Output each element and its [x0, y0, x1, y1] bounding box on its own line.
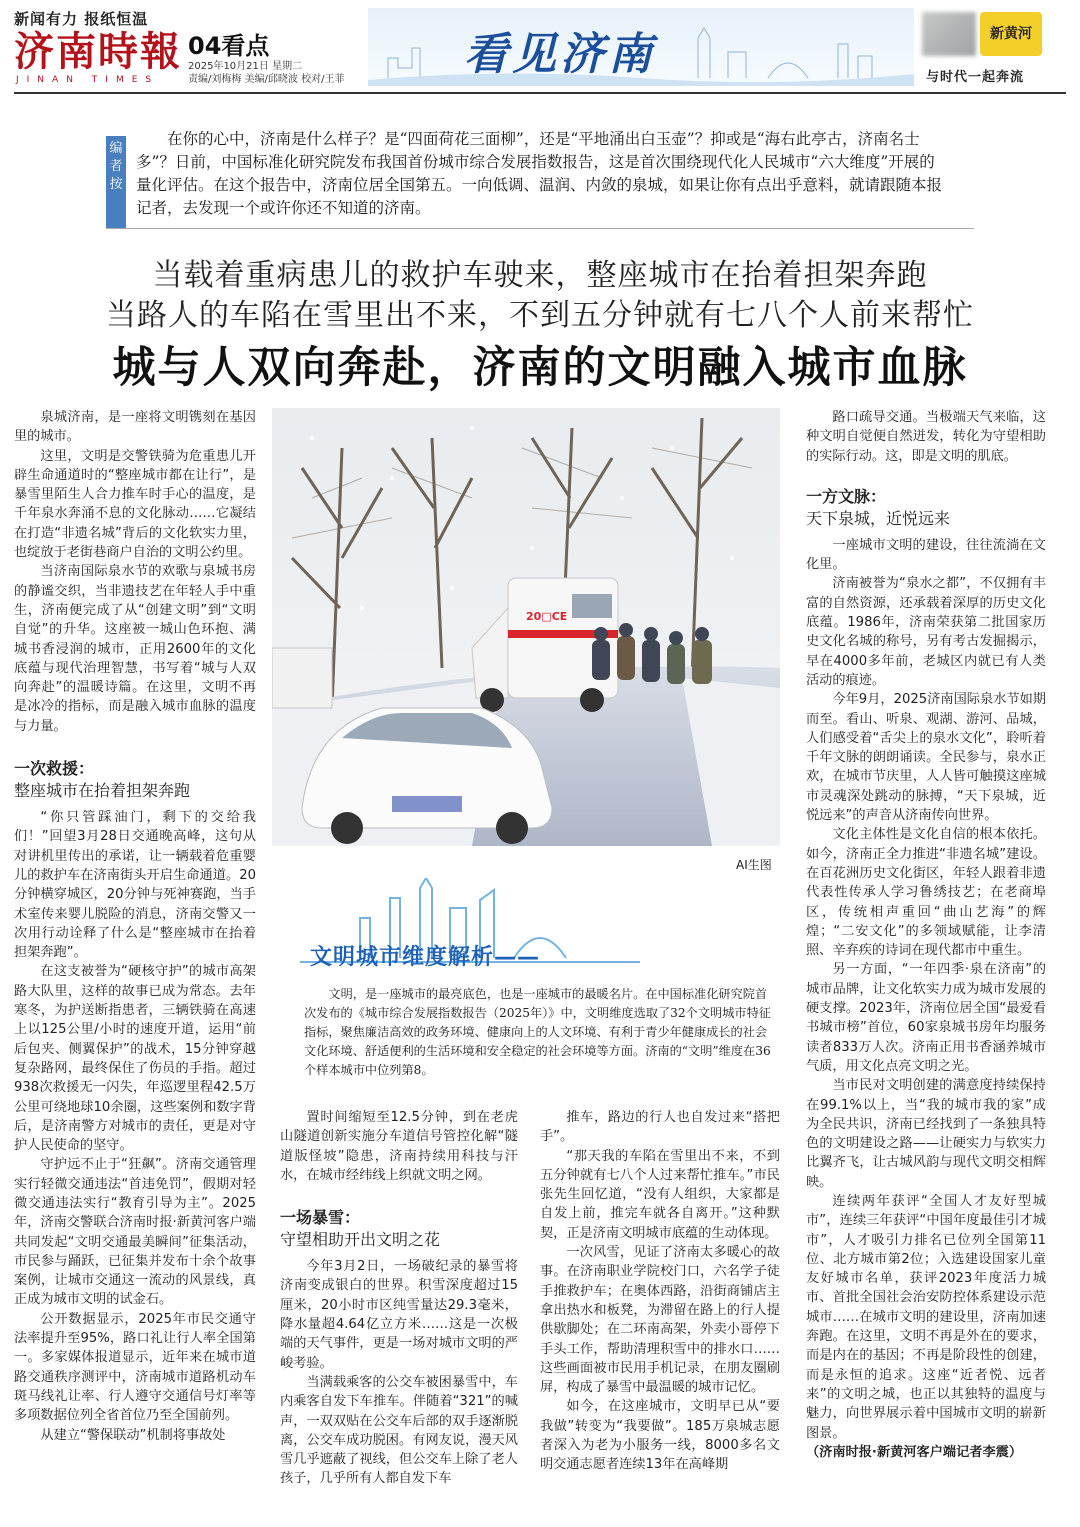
masthead: [0, 0, 1080, 92]
reporter-credit: （济南时报·新黄河客户端记者李震）: [806, 1444, 1023, 1460]
section-banner-title: 看见济南: [464, 29, 656, 80]
dimension-analysis-body: 文明，是一座城市的最亮底色，也是一座城市的最暖名片。在中国标准化研究院首次发布的《城市综合发展指数报告（2025年）》中，文明维度选取了32个文明城市特征指标，聚焦廉洁高效的政务环境、健康向上的人文环境、有利于青少年健康成长的社会文化环境、舒适便利的生活环境和安全稳定的社会环境等方面。济南的“文明”维度在36个样本城市中位列第8。: [304, 987, 771, 1077]
section-heading-rescue: 一次救援：: [14, 759, 95, 779]
section-banner: [368, 8, 914, 86]
section-heading-culture: 一方文脉：: [806, 486, 887, 506]
issue-editors: 责编/刘梅梅 美编/邱晓波 校对/王菲: [188, 74, 345, 85]
paragraph: 公开数据显示，2025年市民交通守法率提升至95%，路口礼让行人率全国第一。多家媒体报道显示，近年来在城市道路交通秩序测评中，济南城市道路机动车斑马线礼让率、行人遵守交通信号灯率等多项数据位列全省首位乃至全国前列。: [14, 1311, 256, 1424]
article-column-1: [14, 408, 256, 1445]
paragraph: 泉城济南，是一座将文明镌刻在基因里的城市。: [14, 410, 256, 445]
image-credit: AI生图: [736, 858, 772, 872]
newspaper-slogan: 新闻有力 报纸恒温: [14, 10, 149, 28]
paragraph: 今年9月，2025济南国际泉水节如期而至。看山、听泉、观湖、游河、品城，人们感受着“舌尖上的泉水文化”，聆听着千年文脉的朗朗诵读。全民参与，泉水正欢，在城市节庆里，人人皆可触摸这座城市灵魂深处跳动的脉搏，“天下泉城，近悦远来”的声音从济南传向世界。: [806, 692, 1046, 824]
subheadline-1: 当载着重病患儿的救护车驶来，整座城市在抬着担架奔跑: [152, 258, 928, 293]
section-subheading-snowstorm: 守望相助开出文明之花: [280, 1230, 441, 1250]
paragraph: “你只管踩油门，剩下的交给我们！”回望3月28日交通晚高峰，这句从对讲机里传出的承诺，让一辆载着危重婴儿的救护车在济南街头开启生命通道。20分钟横穿城区，20分钟与死神赛跑，当手术室传来婴儿脱险的消息，济南交警又一次用行动诠释了什么是“整座城市在抬着担架奔跑”。: [14, 810, 256, 961]
paragraph: 今年3月2日，一场破纪录的暴雪将济南变成银白的世界。积雪深度超过15厘米，20小时市区纯雪量达29.3毫米，降水量超4.64亿立方米……这是一次极端的天气事件，更是一场对城市文明的严峻考验。: [280, 1259, 518, 1371]
masthead-rule: [14, 92, 1066, 94]
blurred-logo: [922, 12, 976, 56]
paragraph: 一次风雪，见证了济南太多暖心的故事。在济南职业学院校门口，六名学子徒手推救护车；在奥体西路，沿街商铺店主拿出热水和板凳，为滞留在路上的行人提供歇脚处；在二环南高架，外卖小哥停下手头工作，帮助清理积雪中的排水口……这些画面被市民用手机记录，在朋友圈刷屏，构成了暴雪中最温暖的城市记忆。: [540, 1245, 780, 1396]
dimension-analysis-title: 文明城市维度解析——: [310, 945, 541, 970]
paragraph: 在这支被誉为“硬核守护”的城市高架路大队里，这样的故事已成为常态。去年寒冬，为护送断指患者，三辆铁骑在高速上以125公里/小时的速度开道，运用“前后包夹、侧翼保护”的战术，15分钟穿越复杂路网，最终保住了伤员的手指。超过938次救援无一闪失，年巡逻里程42.5万公里可绕地球10余圈，这些案例和数字背后，是济南警方对城市的责任，更是对守护人民使命的坚守。: [14, 964, 256, 1154]
paragraph: 连续两年获评“全国人才友好型城市”，连续三年获评“中国年度最佳引才城市”，人才吸引力排名已位列全国第11位、北方城市第2位；入选建设国家儿童友好城市名单，获评2023年度活力城市、首批全国社会治安防控体系建设示范城市……在城市文明的建设里，济南加速奔跑。在这里，文明不再是外在的要求，而是内在的基因；不再是阶段性的创建，而是永恒的追求。这座“近者悦、远者来”的文明之城，也正以其独特的温度与魅力，向世界展示着中国城市文明的崭新图景。: [806, 1193, 1046, 1441]
paragraph: “那天我的车陷在雪里出不来，不到五分钟就有七八个人过来帮忙推车。”市民张先生回忆道，“没有人组织，大家都是自发上前，推完车就各自离开。”这种默契，正是济南文明城市底蕴的生动体现。: [540, 1148, 780, 1241]
paragraph: 一座城市文明的建设，往往流淌在文化里。: [806, 537, 1046, 573]
hero-illustration: [272, 408, 780, 846]
subheadline-2: 当路人的车陷在雪里出不来，不到五分钟就有七八个人前来帮忙: [106, 298, 974, 333]
page-number: 04看点: [188, 32, 270, 60]
paragraph: 另一方面，“一年四季·泉在济南”的城市品牌，让文化软实力成为城市发展的硬支撑。2023年，济南位居全国“最爱看书城市榜”首位，60家泉城书房年均服务读者833万人次。济南正用书香涵养城市气质，用文化点亮文明之光。: [806, 962, 1046, 1074]
article-column-3: [540, 1108, 780, 1475]
brand-badge: 新黄河: [980, 12, 1042, 56]
paragraph: 当市民对文明创建的满意度持续保持在99.1%以上，当“我的城市我的家”成为全民共识，济南已经找到了一条独具特色的文明建设之路——让硬实力与软实力比翼齐飞，让古城风韵与现代文明交相辉映。: [806, 1078, 1046, 1190]
editor-note-divider: [106, 228, 974, 229]
paragraph: 文化主体性是文化自信的根本依托。如今，济南正全力推进“非遗名城”建设。在百花洲历史文化街区，年轻人跟着非遗代表性传承人学习鲁绣技艺；在老商埠区，传统相声重回“曲山艺海”的辉煌；“二安文化”的多领域赋能，让李清照、辛弃疾的诗词在现代都市中重生。: [806, 827, 1046, 959]
issue-meta: [188, 60, 344, 86]
editor-note-tag: 编者按: [106, 136, 126, 228]
paragraph: 置时间缩短至12.5分钟，到在老虎山隧道创新实施分车道信号管控化解“隧道版怪坡”隐患，济南持续用科技与汗水，在城市经纬线上织就文明之网。: [280, 1110, 518, 1183]
editor-note-body: 在你的心中，济南是什么样子？是“四面荷花三面柳”，还是“平地涌出白玉壶”？抑或是“海右此亭古，济南名士多”？日前，中国标准化研究院发布我国首份城市综合发展指数报告，这是首次围绕现代化人民城市“六大维度”开展的量化评估。在这个报告中，济南位居全国第五。一向低调、温润、内敛的泉城，如果让你有点出乎意料，就请跟随本报记者，去发现一个或许你还不知道的济南。: [136, 130, 943, 217]
paragraph: 如今，在这座城市，文明早已从“要我做”转变为“我要做”。185万泉城志愿者深入为老为小服务一线，8000多名文明交通志愿者连续13年在高峰期: [540, 1399, 780, 1473]
paragraph: 当满载乘客的公交车被困暴雪中，车内乘客自发下车推车。伴随着“321”的喊声，一双双贴在公交车后部的双手逐渐脱离，公交车成功脱困。有网友说，漫天风雪几乎遮蔽了视线，但公交车上除了老人孩子，几乎所有人都自发下车: [280, 1374, 518, 1487]
paragraph: 路口疏导交通。当极端天气来临，这种文明自觉便自然迸发，转化为守望相助的实际行动。这，即是文明的肌底。: [806, 410, 1046, 464]
paragraph: 这里，文明是交警铁骑为危重患儿开辟生命通道时的“整座城市都在让行”，是暴雪里陌生人合力推车时手心的温度，是千年泉水奔涌不息的文化脉动……它凝结在打造“非遗名城”背后的文化软实力里，也绽放于老街巷商户自治的文明公约里。: [14, 448, 256, 561]
section-subheading-culture: 天下泉城，近悦远来: [806, 508, 951, 528]
section-subheading-rescue: 整座城市在抬着担架奔跑: [14, 781, 191, 801]
paragraph: 济南被誉为“泉水之都”，不仅拥有丰富的自然资源，还承载着深厚的历史文化底蕴。1986年，济南荣获第二批国家历史文化名城的称号，另有考古发掘揭示，早在4000多年前，老城区内就已有人类活动的痕迹。: [806, 576, 1046, 688]
paragraph: 推车，路边的行人也自发过来“搭把手”。: [540, 1110, 780, 1145]
paragraph: 从建立“警保联动”机制将事故处: [40, 1427, 226, 1443]
newspaper-logo-latin: JINAN TIMES: [16, 75, 160, 85]
article-column-4: [806, 408, 1046, 1462]
paragraph: 当济南国际泉水节的欢歌与泉城书房的静谧交织，当非遗技艺在年轻人手中重生，济南便完成了从“创建文明”到“文明自觉”的升华。这座被一城山色环抱、满城书香浸润的城市，正用2600年的文化底蕴与现代治理智慧，书写着“城与人双向奔赴”的温暖诗篇。在这里，文明不再是冰冷的指标，而是融入城市血脉的温度与力量。: [14, 564, 256, 734]
newspaper-logo: 济南時報: [14, 28, 182, 75]
brand-slogan: 与时代一起奔流: [926, 70, 1025, 85]
ambulance-in-snow-illustration: [272, 408, 780, 846]
ambulance-label: 20□CE: [526, 610, 568, 623]
article-column-2: [280, 1108, 518, 1489]
section-heading-snowstorm: 一场暴雪：: [280, 1208, 361, 1228]
main-headline: 城与人双向奔赴，济南的文明融入城市血脉: [112, 343, 968, 393]
issue-date: 2025年10月21日 星期二: [188, 61, 303, 72]
paragraph: 守护远不止于“狂飙”。济南交通管理实行轻微交通违法“首违免罚”，假期对轻微交通违法实行“教育引导为主”。2025年，济南交警联合济南时报·新黄河客户端共同发起“文明交通最美瞬间”征集活动，市民参与踊跃，已征集并发布十余个故事案例，让城市交通这一流动的风景线，真正成为城市文明的试金石。: [14, 1157, 256, 1308]
